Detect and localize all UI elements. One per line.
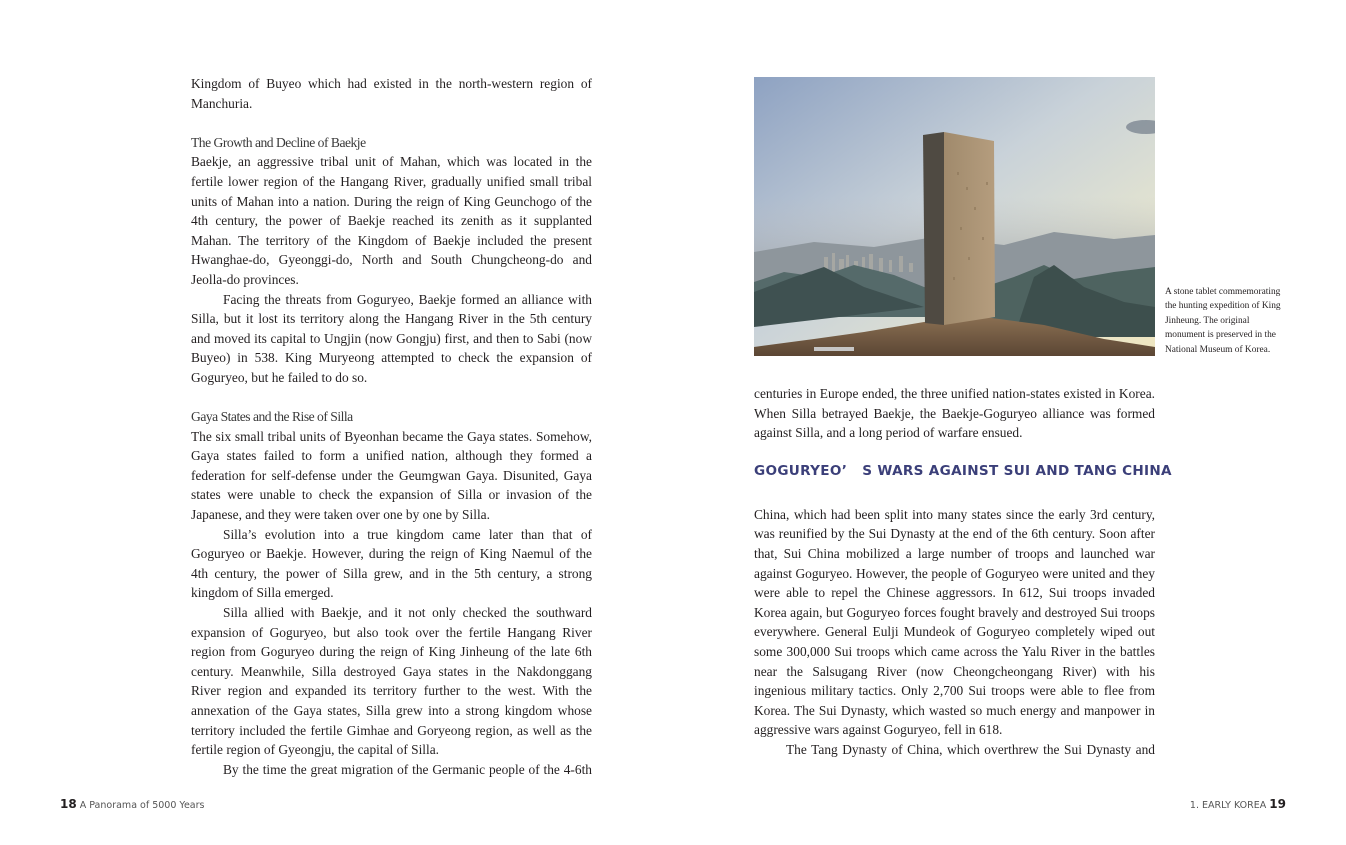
paragraph: Facing the threats from Goguryeo, Baekje formed an alliance with Silla, but it lost its territory along the Hangang River in the 5th century and moved its capital to Ungjin (now Gongju) first, and then to Sabi (now Buyeo) in 538. King Muryeong attempted to check the expansion of Goguryeo, but he failed to do so. [191,291,592,385]
photo-image-icon [754,77,1155,356]
page-number: 18 [60,797,77,811]
paragraph: Silla’s evolution into a true kingdom came later than that of Goguryeo or Baekje. However, during the reign of King Naemul of the 4th century, the power of Silla grew, and in the 5th century, a strong kingdom of Silla emerged. [191,526,592,601]
page-number: 19 [1269,797,1286,811]
left-page-footer [60,797,204,811]
paragraph: The six small tribal units of Byeonhan became the Gaya states. Somehow, Gaya states failed to form a unified nation, although they formed a federation for self-defense under the Geumgwan Gaya. Disunited, Gaya states were unable to check the expansion of Silla or invasion of the Japanese, and they were taken over one by one by Silla. [191,428,592,523]
subheading-baekje: The Growth and Decline of Baekje [191,134,366,150]
running-title: 1. EARLY KOREA [1189,800,1267,811]
stone-tablet-photo [754,77,1155,356]
intro-paragraph: Kingdom of Buyeo which had existed in the north-western region of Manchuria. [191,76,592,111]
section-title: GOGURYEO’ S WARS AGAINST SUI AND TANG CHINA [754,462,1172,479]
subheading-gaya-silla: Gaya States and the Rise of Silla [191,409,353,425]
paragraph: The Tang Dynasty of China, which overthrew the Sui Dynasty and [786,741,1155,757]
photo-caption: A stone tablet commemorating the hunting expedition of King Jinheung. The original monument is preserved in the National Museum of Korea. [1165,287,1281,355]
left-page-text-column [191,74,592,779]
paragraph: Silla allied with Baekje, and it not only checked the southward expansion of Goguryeo, but also took over the fertile Hangang River region from Goguryeo during the reign of King Jinheung of the late 6th century. Meanwhile, Silla destroyed Gaya states in the Nakdonggang River region and expanded its territory further to the west. With the annexation of the Gaya states, Silla grew into a strong kingdom whose territory included the fertile Gimhae and Goryeong region, as well as the fertile region of Gyeongju, the capital of Silla. [191,605,592,758]
paragraph: China, which had been split into many states since the early 3rd century, was reunified by the Sui Dynasty at the end of the 6th century. Soon after that, Sui China mobilized a large number of troops and launched war against Goguryeo. However, the people of Goguryeo were united and they were able to repel the Chinese aggressors. In 612, Sui troops invaded Korea again, but Goguryeo forces fought bravely and destroyed Sui troops everywhere. General Eulji Mundeok of Goguryeo completely wiped out some 300,000 Sui troops which came across the Yalu River in the battles near the Salsugang River (now Cheongcheongang River) with his ingenious military tactics. Only 2,700 Sui troops were able to flee from Korea. The Sui Dynasty, which wasted so much energy and manpower in aggressive wars against Goguryeo, fell in 618. [754,506,1155,738]
running-title: A Panorama of 5000 Years [79,800,205,811]
right-page-footer [1190,797,1286,811]
continued-paragraph: centuries in Europe ended, the three unified nation-states existed in Korea. When Silla betrayed Baekje, the Baekje-Goguryeo alliance was formed against Silla, and a long period of warfare ensued. [754,386,1155,441]
paragraph: By the time the great migration of the Germanic people of the 4-6th [223,761,592,777]
paragraph: Baekje, an aggressive tribal unit of Mahan, which was located in the fertile lower region of the Hangang River, gradually unified small tribal units of Mahan into a nation. During the reign of King Geunchogo of the 4th century, the power of Baekje reached its zenith as it supplanted Mahan. The territory of the Kingdom of Baekje included the present Hwanghae-do, Gyeonggi-do, North and South Chungcheong-do and Jeolla-do provinces. [191,154,592,287]
right-page-text-column [754,384,1172,760]
